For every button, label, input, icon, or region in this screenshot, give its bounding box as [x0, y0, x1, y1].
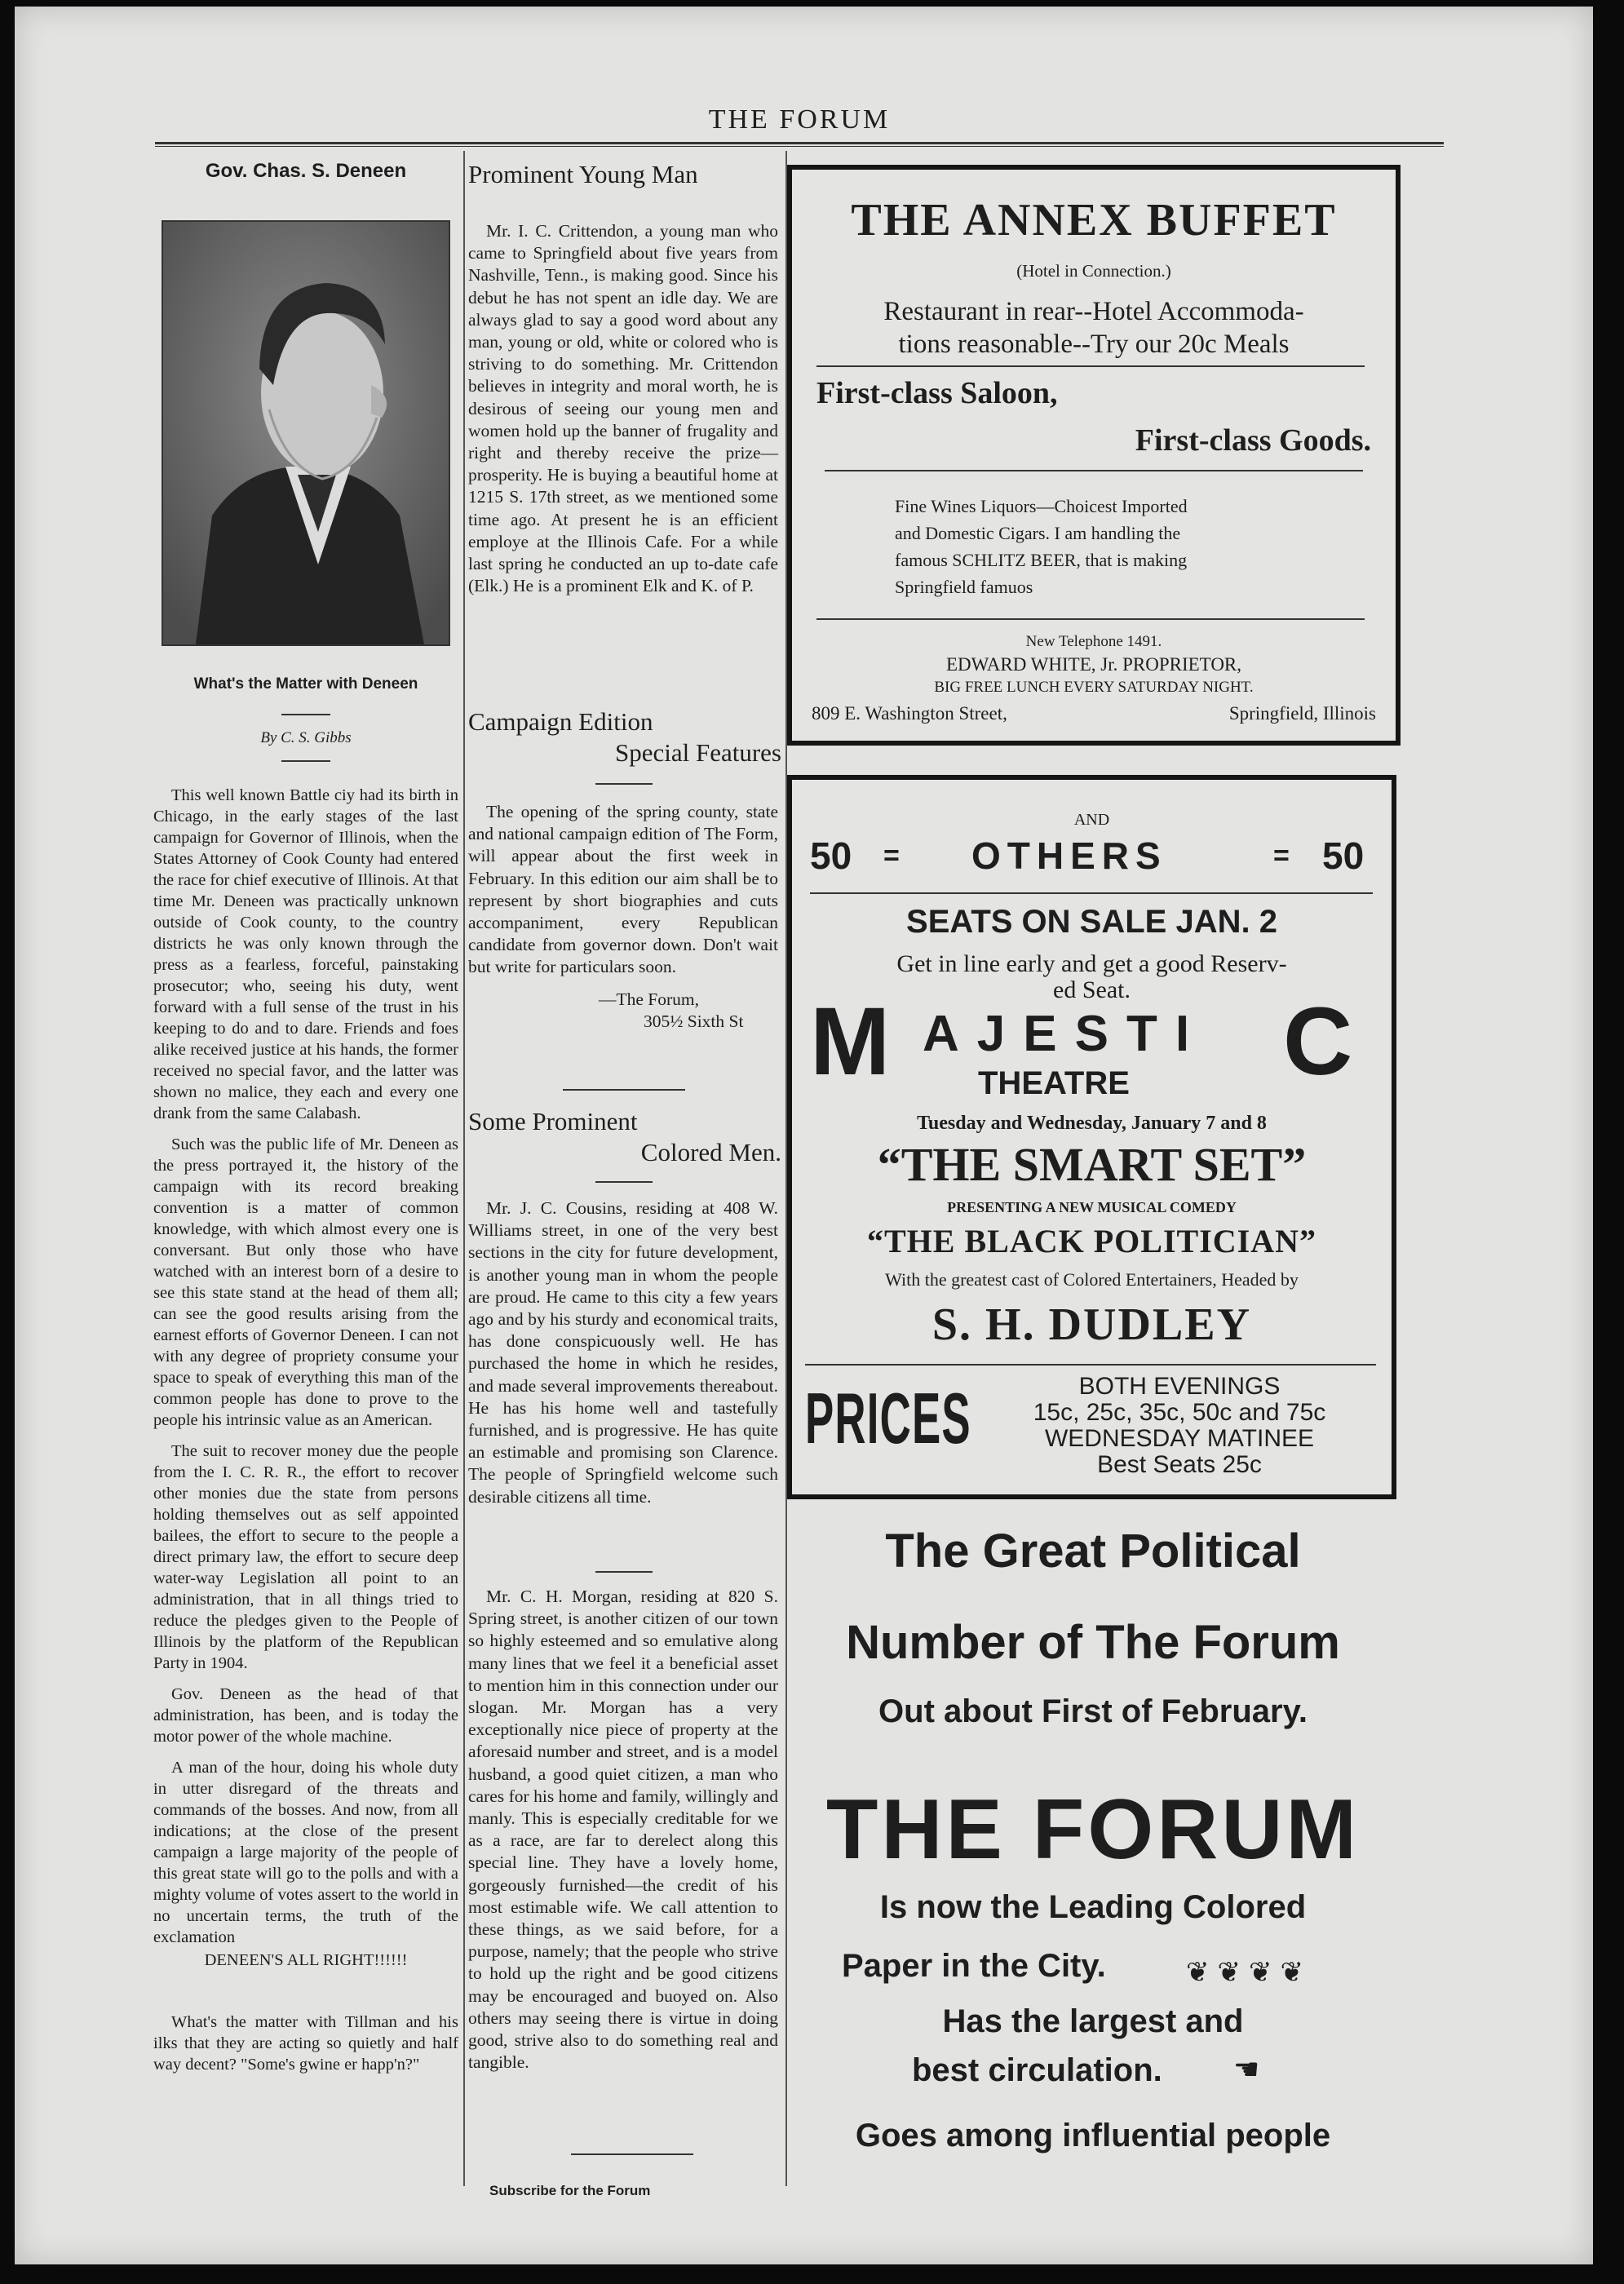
annex-goods: First-class Goods.: [1135, 423, 1371, 458]
annex-address: 809 E. Washington Street,: [812, 703, 1007, 724]
show-dates: Tuesday and Wednesday, January 7 and 8: [917, 1113, 1267, 1134]
hand-pointer-icon: ☚: [1233, 2053, 1260, 2086]
paragraph: The opening of the spring county, state and national campaign edition of The Form, will appear about the first week in February. In this edition our aim shall be to represent by short biographies and cuts accompaniment, every Republican candidate from governor down. Don't wait but write for particulars soon.: [468, 802, 778, 977]
paragraph: Mr. I. C. Crittendon, a young man who came to Springfield about five years from Nashville, Tenn., is making good. Since his debut he has not spent an idle day. We are always glad to say a good word about any man, young or old, white or colored who is striving to do something. Mr. Crittendon believes in integrity and moral worth, he is desirous of seeing our young men and women hold up the banner of frugality and right and thereby receive the prize—prosperity. He is buying a beautiful home at 1215 S. 17th street, as we mentioned some time ago. At present he is an efficient employe at the Illinois Cafe. For a while last spring he conducted an up to-date cafe (Elk.) He is a prominent Elk and K. of P.: [468, 221, 778, 596]
signature-forum: —The Forum,: [599, 989, 700, 1009]
section-rule: [563, 1089, 685, 1091]
star-name: S. H. DUDLEY: [931, 1299, 1252, 1350]
ad-and: AND: [1073, 811, 1110, 829]
theatre-word: THEATRE: [978, 1065, 1130, 1101]
deneen-article: [153, 785, 458, 2085]
forum-ad-line-5: Goes among influential people: [855, 2118, 1331, 2153]
column-rule-left: [463, 151, 465, 2186]
campaign-article: [468, 801, 778, 1033]
leaf-ornament-icon: ❦❦❦❦: [1186, 1958, 1312, 1988]
fifty-right: 50: [1322, 834, 1365, 877]
annex-subtitle: (Hotel in Connection.): [1016, 261, 1171, 281]
portrait-icon: [163, 222, 449, 644]
signature-address: 305½ Sixth St: [644, 1011, 744, 1031]
paragraph: The suit to recover money due the people from the I. C. R. R., the effort to recover other monies due the state from persons holding themselves out as self appointed bailees, the effort to secure to the people a direct primary law, the effort to secure deep water-way Legislation all point to an administration, that in all things tried to reduce the pledges given to the People of Illinois by the platform of the Republican Party in 1904.: [153, 1442, 458, 1672]
seats-on-sale: SEATS ON SALE JAN. 2: [906, 904, 1277, 940]
byline: By C. S. Gibbs: [260, 729, 352, 746]
annex-body: Fine Wines Liquors—Choicest Imported and Domestic Cigars. I am handling the famous SCHLITZ BEER, that is making Springfield famuos: [895, 496, 1188, 597]
headline-prominent-young-man: Prominent Young Man: [468, 160, 698, 188]
masthead: THE FORUM: [708, 104, 891, 135]
paragraph: Mr. C. H. Morgan, residing at 820 S. Spring street, is another citizen of our town so highly esteemed and so emulative along many lines that we feel it a beneficial asset to mention him in this connection under our slogan. Mr. Morgan has a very exceptionally nice piece of property at the aforesaid number and street, and is a model husband, a good quiet citizen, a man who cares for his home and family, willingly and manly. This is especially creditable for we as a race, are far to derelect along this special line. They have a lovely home, gorgeously furnished—the credit of his most estimable wife. We call attention to these things, as we said before, for a purpose, namely; that the people who strive to hold up the right and be good citizens may be encouraged and buoyed on. Also others may seeing there is virtue in doing good, strive also to do something real and tangible.: [468, 1587, 778, 2073]
headline-campaign-edition: Campaign Edition Special Features: [468, 707, 781, 767]
black-politician: “THE BLACK POLITICIAN”: [867, 1223, 1316, 1259]
crittendon-article: [468, 220, 778, 607]
paragraph: A man of the hour, doing his whole duty in utter disregard of the threats and commands of the bosses. And now, from all indications; at the close of the present campaign a large majority of the people of this great state will go to the polls and with a mighty volume of votes assert to the world in no uncertain terms, the truth of the exclamation: [153, 1759, 458, 1946]
annex-buffet-ad: [787, 165, 1401, 746]
paragraph: This well known Battle ciy had its birth in Chicago, in the early stages of the last campaign for Governor of Illinois, when the States Attorney of Cook County had entered the race for chief executive of Illinois. At that time Mr. Deneen was practically unknown outside of Cook county, to the country districts he was only known through the press as a fearless, forceful, painstaking prosecutor; who, seeing his duty, went forward with a full sense of the trust in his keeping to do and to dare. Friends and foes alike received justice at his hands, the former received no special favor, and the latter was shown no malice, they each and every one drank from the same Calabash.: [153, 786, 458, 1122]
masthead-rule: [155, 142, 1444, 147]
majestic-theatre-ad: [787, 775, 1396, 1499]
headline-rule: [595, 783, 653, 785]
annex-lunch: BIG FREE LUNCH EVERY SATURDAY NIGHT.: [934, 679, 1254, 696]
headline-prominent-colored-men: Some Prominent Colored Men.: [468, 1107, 781, 1166]
equals-right: =: [1273, 840, 1290, 871]
forum-ad-line-2: Paper in the City.: [842, 1948, 1106, 1984]
annex-city: Springfield, Illinois: [1228, 703, 1376, 724]
forum-ad-line-4: best circulation.: [912, 2052, 1162, 2088]
forum-ad-line-1: Is now the Leading Colored: [879, 1889, 1307, 1925]
byline-rule: [281, 760, 330, 762]
prices-label: PRICES: [805, 1378, 971, 1458]
exclamation: DENEEN'S ALL RIGHT!!!!!!: [204, 1951, 408, 1969]
reserve-note: Get in line early and get a good Reserv- ed Seat.: [896, 950, 1287, 1003]
paragraph: Gov. Deneen as the head of that administration, has been, and is today the motor power of the whole machine.: [153, 1685, 458, 1746]
majestic-m: M: [810, 988, 891, 1096]
political-line-1: The Great Political: [885, 1525, 1301, 1578]
political-line-2: Number of The Forum: [846, 1616, 1340, 1669]
prices-list: BOTH EVENINGS 15c, 25c, 35c, 50c and 75c WEDNESDAY MATINEE Best Seats 25c: [1033, 1373, 1326, 1478]
paragraph: Mr. J. C. Cousins, residing at 408 W. Williams street, in one of the very best sections in the city for future development, is another young man in whom the people are proud. He came to this city a few years ago and by his sturdy and economical traits, has done conspicuously well. He has purchased the home in which he resides, and made several improvements thereabout. He has his home well and tastefully furnished, and is progressive. He has quite an estimable and promising son Clarence. The people of Springfield welcome such desirable citizens all time.: [468, 1198, 778, 1507]
portrait-photo: [162, 220, 450, 646]
cast-line: With the greatest cast of Colored Entertainers, Headed by: [885, 1269, 1299, 1290]
forum-ad-line-3: Has the largest and: [942, 2003, 1244, 2039]
others-text: OTHERS: [971, 834, 1167, 877]
caption-rule: [281, 714, 330, 715]
presenting: PRESENTING A NEW MUSICAL COMEDY: [947, 1199, 1237, 1215]
footer-rule: [571, 2153, 693, 2155]
smart-set: “THE SMART SET”: [877, 1138, 1307, 1191]
article-rule: [595, 1571, 653, 1573]
annex-line-2: tions reasonable--Try our 20c Meals: [898, 330, 1290, 359]
cousins-article: [468, 1197, 778, 1518]
photo-caption: What's the Matter with Deneen: [193, 675, 418, 693]
political-line-3: Out about First of February.: [878, 1693, 1308, 1729]
closing-paragraph: What's the matter with Tillman and his ilks that they are acting so quietly and half way decent? "Some's gwine er happ'n?": [153, 2013, 458, 2074]
majestic-c: C: [1283, 988, 1353, 1096]
annex-phone: New Telephone 1491.: [1025, 633, 1162, 650]
morgan-article: [468, 1586, 778, 2083]
annex-line-1: Restaurant in rear--Hotel Accommoda-: [883, 297, 1304, 326]
annex-title: THE ANNEX BUFFET: [851, 195, 1337, 246]
paragraph: Such was the public life of Mr. Deneen as the press portrayed it, the history of the campaign with its record breaking convention is a matter of common knowledge, with which almost every one is conversant. But only those who have watched with an interest born of a desire to see this state stand at the head of them all; can see the good results arising from the earnest efforts of Governor Deneen. I can not with any degree of propriety consume your space to speak of everything this man of the common people has done to prove to the people his intrinsic value as an American.: [153, 1135, 458, 1429]
fifty-left: 50: [810, 834, 852, 877]
majestic-mid: AJESTI: [923, 1006, 1208, 1062]
equals-left: =: [883, 840, 900, 871]
headline-rule: [595, 1181, 653, 1183]
annex-saloon: First-class Saloon,: [816, 376, 1058, 410]
forum-ad-title: THE FORUM: [825, 1782, 1361, 1877]
left-headline: Gov. Chas. S. Deneen: [205, 160, 407, 182]
subscribe-note: Subscribe for the Forum: [489, 2183, 651, 2198]
annex-proprietor: EDWARD WHITE, Jr. PROPRIETOR,: [945, 654, 1242, 675]
